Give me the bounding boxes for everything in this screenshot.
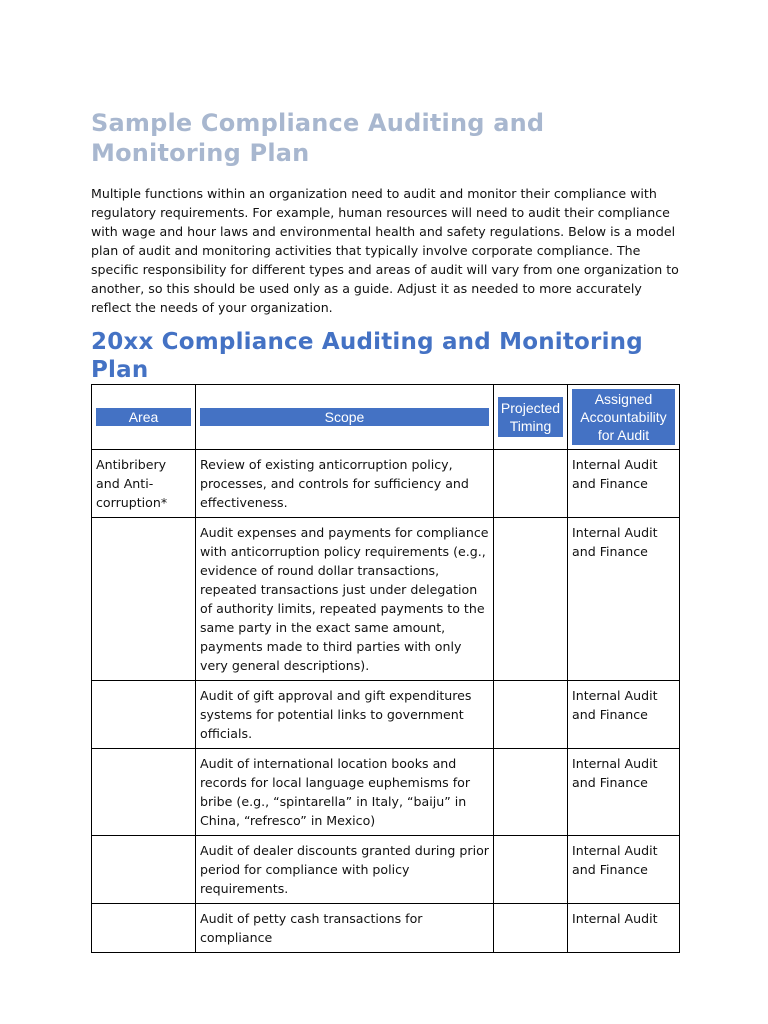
- accountability-cell: Internal Audit and Finance: [568, 450, 680, 518]
- accountability-cell: Internal Audit and Finance: [568, 749, 680, 836]
- table-header-row: [92, 385, 680, 450]
- timing-cell: [494, 681, 568, 749]
- timing-cell: [494, 450, 568, 518]
- scope-cell: Audit of gift approval and gift expenditures systems for potential links to government officials.: [196, 681, 494, 749]
- header-cell-area: [92, 385, 196, 450]
- accountability-cell: Internal Audit and Finance: [568, 836, 680, 904]
- area-cell: [92, 836, 196, 904]
- timing-cell: [494, 518, 568, 681]
- table-row: [92, 749, 680, 836]
- accountability-cell: Internal Audit and Finance: [568, 681, 680, 749]
- area-cell: Antibribery and Anti-corruption*: [92, 450, 196, 518]
- scope-cell: Review of existing anticorruption policy, processes, and controls for sufficiency and effectiveness.: [196, 450, 494, 518]
- header-cell-accountability: [568, 385, 680, 450]
- table-row: [92, 450, 680, 518]
- accountability-cell: Internal Audit: [568, 904, 680, 953]
- timing-cell: [494, 749, 568, 836]
- column-header-area: Area: [96, 408, 191, 426]
- scope-cell: Audit expenses and payments for compliance with anticorruption policy requirements (e.g., evidence of round dollar transactions, repeated transactions just under delegation of authority limits, repeated payments to the same party in the exact same amount, payments made to third parties with only very general descriptions).: [196, 518, 494, 681]
- document-title: Sample Compliance Auditing and Monitoring Plan: [91, 109, 545, 167]
- scope-cell: Audit of petty cash transactions for compliance: [196, 904, 494, 953]
- scope-cell: Audit of international location books and records for local language euphemisms for bribe (e.g., “spintarella” in Italy, “baiju” in China, “refresco” in Mexico): [196, 749, 494, 836]
- table-row: [92, 518, 680, 681]
- area-cell: [92, 749, 196, 836]
- accountability-cell: Internal Audit and Finance: [568, 518, 680, 681]
- table-row: [92, 836, 680, 904]
- plan-heading: 20xx Compliance Auditing and Monitoring Plan: [91, 329, 643, 383]
- column-header-scope: Scope: [200, 408, 489, 426]
- area-cell: [92, 518, 196, 681]
- column-header-projected-timing: Projected Timing: [498, 397, 563, 437]
- table-row: [92, 904, 680, 953]
- timing-cell: [494, 904, 568, 953]
- column-header-assigned-accountability: Assigned Accountability for Audit: [572, 389, 675, 445]
- area-cell: [92, 681, 196, 749]
- header-cell-timing: [494, 385, 568, 450]
- area-cell: [92, 904, 196, 953]
- audit-plan-table: [91, 384, 680, 953]
- table-row: [92, 681, 680, 749]
- scope-cell: Audit of dealer discounts granted during prior period for compliance with policy requirements.: [196, 836, 494, 904]
- intro-paragraph: Multiple functions within an organization need to audit and monitor their compliance with regulatory requirements. For example, human resources will need to audit their compliance with wage and hour laws and environmental health and safety regulations. Below is a model plan of audit and monitoring activities that typically involve corporate compliance. The specific responsibility for different types and areas of audit will vary from one organization to another, so this should be used only as a guide. Adjust it as needed to more accurately reflect the needs of your organization.: [91, 186, 679, 315]
- header-cell-scope: [196, 385, 494, 450]
- timing-cell: [494, 836, 568, 904]
